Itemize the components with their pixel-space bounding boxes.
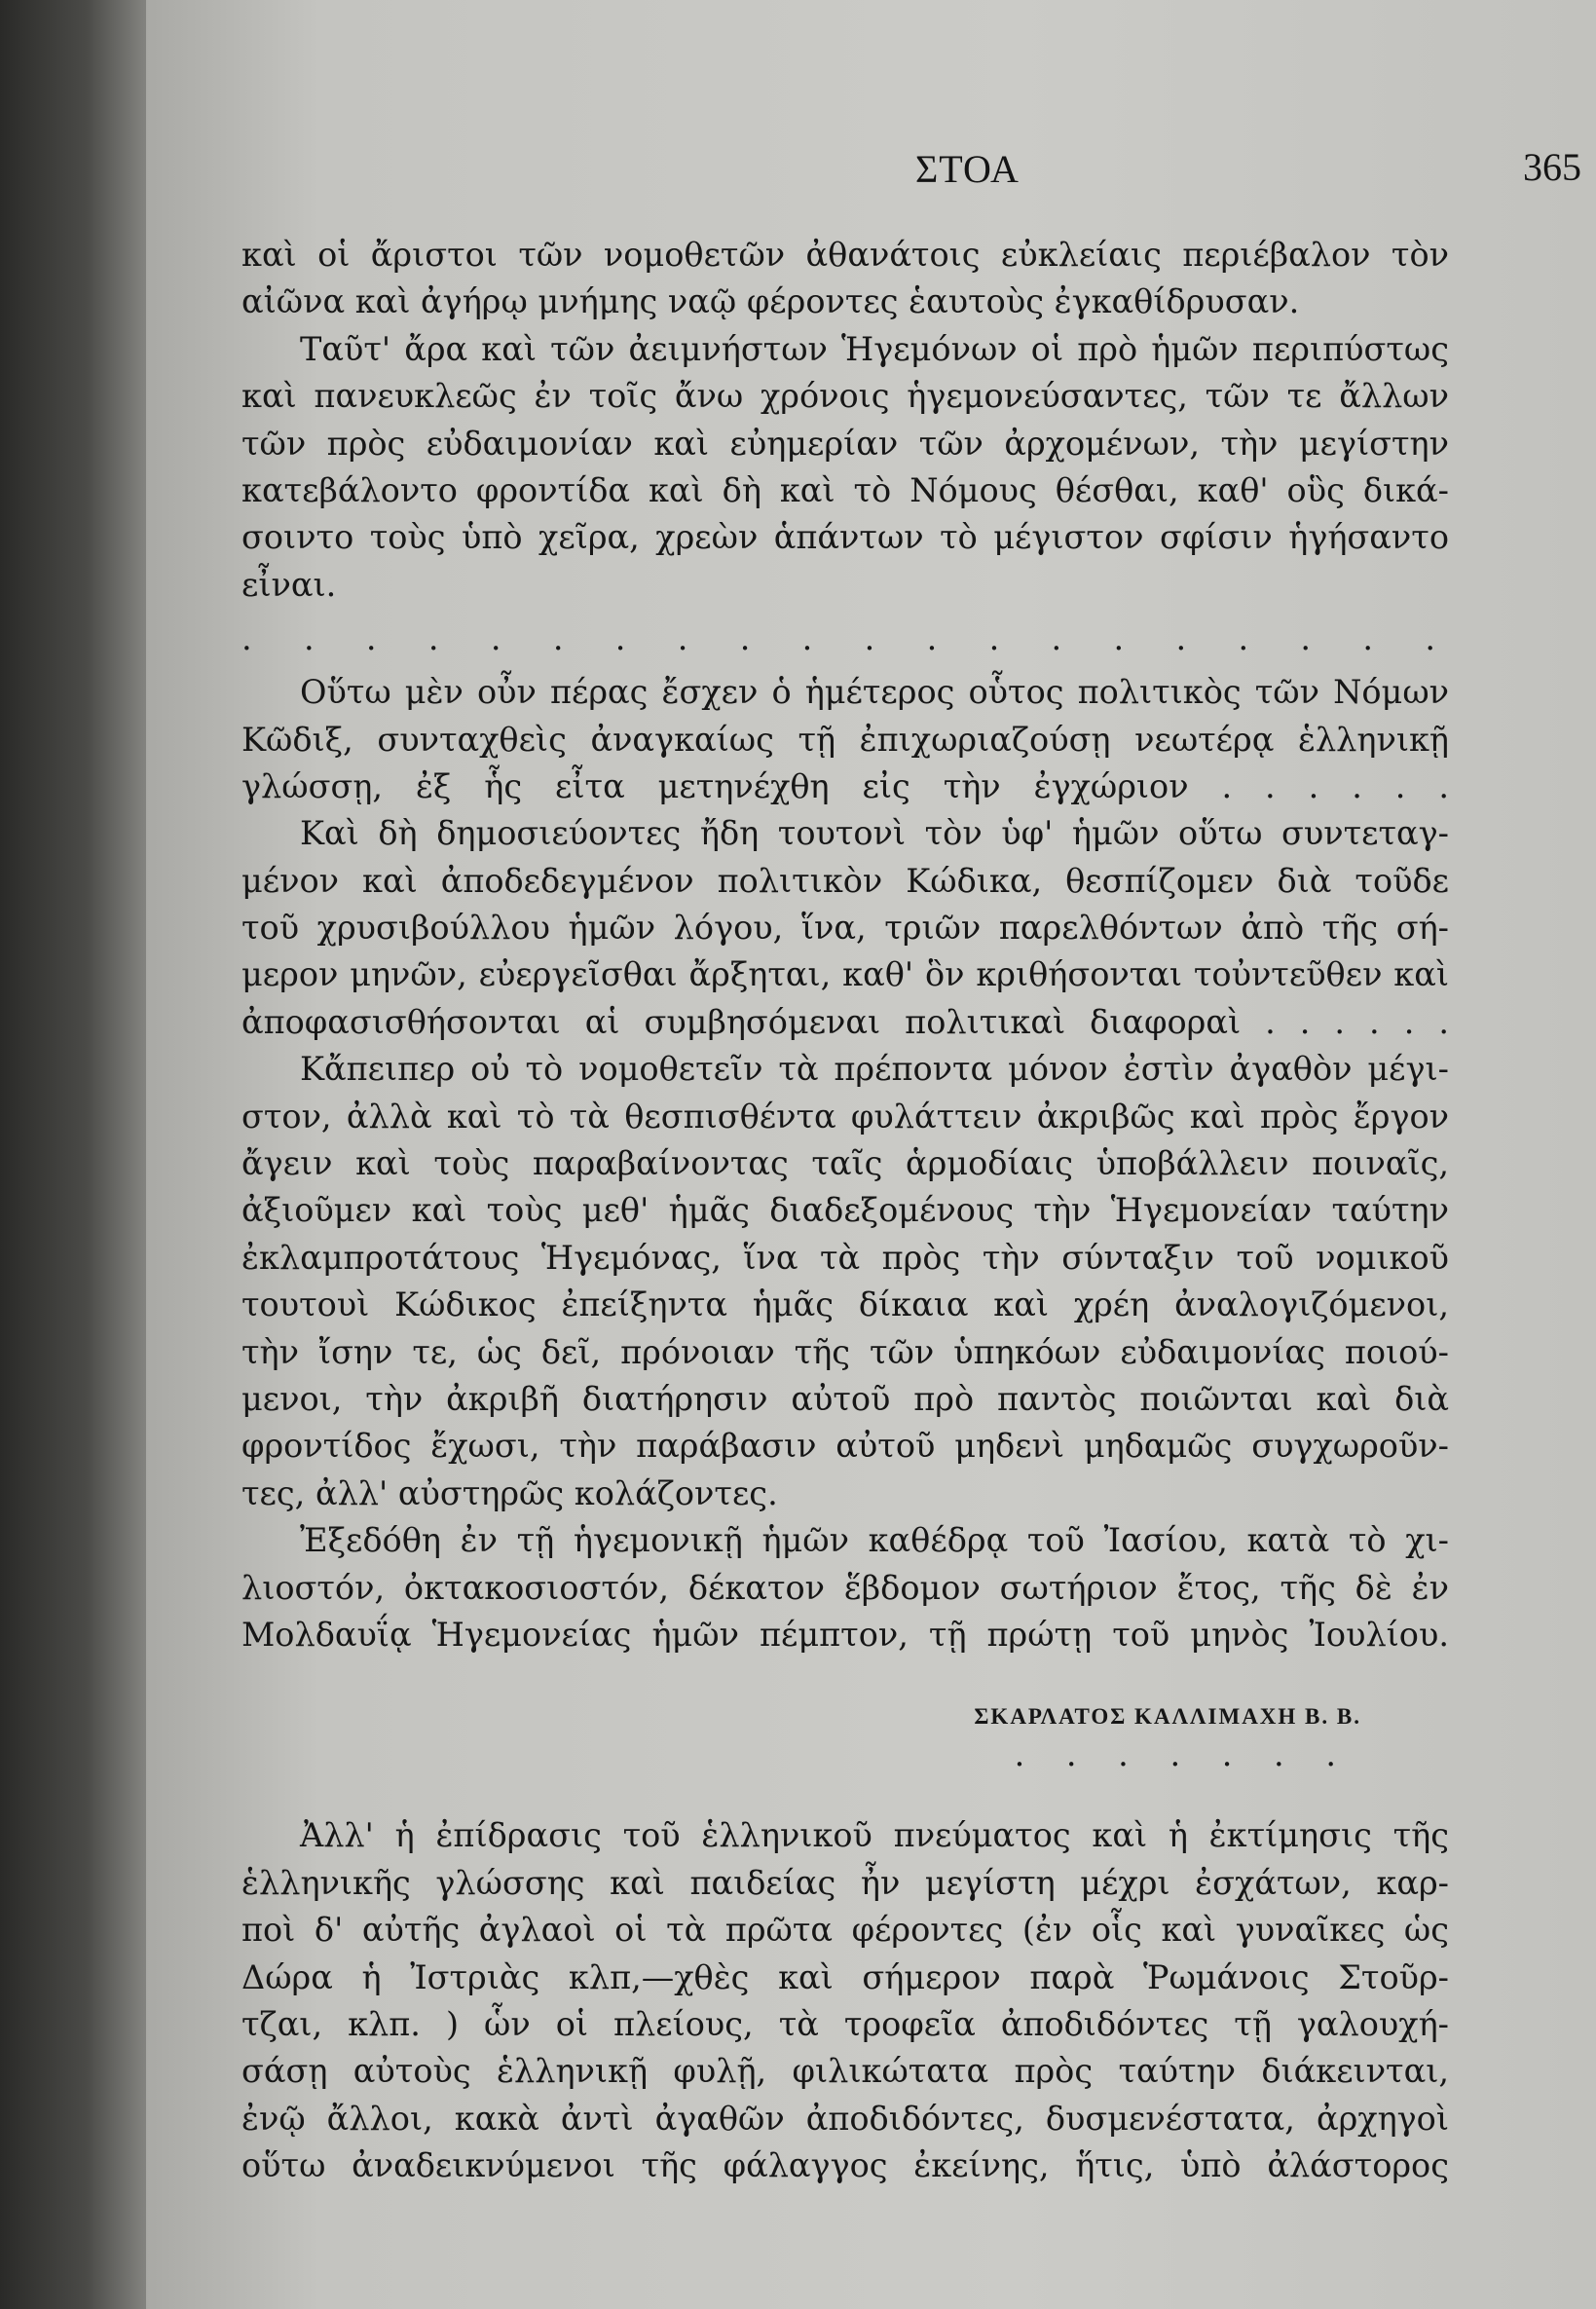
page-number: 365 bbox=[1523, 145, 1581, 189]
text-line: φροντίδος ἔχωσι, τὴν παράβασιν αὐτοῦ μηδενὶ μηδαμῶς συγχωροῦν- bbox=[241, 1427, 1449, 1466]
text-line: κατεβάλοντο φροντίδα καὶ δὴ καὶ τὸ Νόμους θέσθαι, καθ' οὓς δικά- bbox=[241, 470, 1449, 509]
text-line: τὴν ἴσην τε, ὡς δεῖ, πρόνοιαν τῆς τῶν ὑπηκόων εὐδαιμονίας ποιού- bbox=[241, 1332, 1449, 1371]
text-line: Ἀλλ' ἡ ἐπίδρασις τοῦ ἑλληνικοῦ πνεύματος καὶ ἡ ἐκτίμησις τῆς bbox=[300, 1816, 1449, 1855]
text-line: Οὕτω μὲν οὖν πέρας ἔσχεν ὁ ἡμέτερος οὗτος πολιτικὸς τῶν Νόμων bbox=[300, 673, 1449, 712]
paragraph-5 bbox=[241, 1046, 1449, 1517]
text-line: τουτουὶ Κώδικος ἐπείξηντα ἡμᾶς δίκαια καὶ χρέη ἀναλογιζόμενοι, bbox=[241, 1285, 1449, 1324]
paragraph-2 bbox=[241, 326, 1449, 609]
text-line: οὕτω ἀναδεικνύμενοι τῆς φάλαγγος ἐκείνης, ἥτις, ὑπὸ ἀλάστορος bbox=[241, 2146, 1449, 2185]
text-line: ἑλληνικῆς γλώσσης καὶ παιδείας ἦν μεγίστη μέχρι ἐσχάτων, καρ- bbox=[241, 1863, 1449, 1902]
text-line: Κῶδιξ, συνταχθεὶς ἀναγκαίως τῇ ἐπιχωριαζούσῃ νεωτέρᾳ ἑλληνικῇ bbox=[241, 720, 1449, 759]
book-gutter-shadow bbox=[0, 0, 156, 2309]
text-line: στον, ἀλλὰ καὶ τὸ τὰ θεσπισθέντα φυλάττειν ἀκριβῶς καὶ πρὸς ἔργον bbox=[241, 1097, 1449, 1136]
text-line: τῶν πρὸς εὐδαιμονίαν καὶ εὐημερίαν τῶν ἀρχομένων, τὴν μεγίστην bbox=[241, 424, 1449, 463]
page-body bbox=[241, 232, 1449, 2189]
text-line: ἐνῷ ἄλλοι, κακὰ ἀντὶ ἀγαθῶν ἀποδιδόντες, δυσμενέστατα, ἀρχηγοὶ bbox=[241, 2099, 1449, 2138]
text-line: ἀποφασισθήσονται αἱ συμβησόμεναι πολιτικαὶ διαφοραὶ . . . . . . bbox=[241, 1002, 1449, 1041]
text-line: τες, ἀλλ' αὐστηρῶς κολάζοντες. bbox=[241, 1473, 778, 1512]
text-line: τζαι, κλπ. ) ὧν οἱ πλείους, τὰ τροφεῖα ἀποδιδόντες τῇ γαλουχή- bbox=[241, 2004, 1449, 2043]
paragraph-3 bbox=[241, 669, 1449, 810]
text-line: Καὶ δὴ δημοσιεύοντες ἤδη τουτονὶ τὸν ὑφ' ἡμῶν οὕτω συντεταγ- bbox=[300, 814, 1449, 853]
text-line: μερον μηνῶν, εὐεργεῖσθαι ἄρξηται, καθ' ὃν κριθήσονται τοὐντεῦθεν καὶ bbox=[241, 955, 1449, 994]
paragraph-7 bbox=[241, 1812, 1449, 2189]
text-line: ἀξιοῦμεν καὶ τοὺς μεθ' ἡμᾶς διαδεξομένους τὴν Ἡγεμονείαν ταύτην bbox=[241, 1191, 1449, 1230]
signature: ΣΚΑΡΛΑΤΟΣ ΚΑΛΛΙΜΑΧΗ Β. Β. bbox=[974, 1704, 1361, 1730]
running-head: ΣΤΟΑ bbox=[915, 147, 1020, 191]
text-line: Δώρα ἡ Ἰστριὰς κλπ,—χθὲς καὶ σήμερον παρὰ Ῥωμάνοις Στοῦρ- bbox=[241, 1957, 1449, 1996]
text-line: μένον καὶ ἀποδεδεγμένον πολιτικὸν Κώδικα, θεσπίζομεν διὰ τοῦδε bbox=[241, 861, 1449, 900]
text-line: ἐκλαμπροτάτους Ἡγεμόνας, ἵνα τὰ πρὸς τὴν σύνταξιν τοῦ νομικοῦ bbox=[241, 1238, 1449, 1277]
text-line: λιοστόν, ὀκτακοσιοστόν, δέκατον ἕβδομον σωτήριον ἔτος, τῆς δὲ ἐν bbox=[241, 1568, 1449, 1607]
paragraph-4 bbox=[241, 810, 1449, 1046]
text-line: ἄγειν καὶ τοὺς παραβαίνοντας ταῖς ἁρμοδίαις ὑποβάλλειν ποιναῖς, bbox=[241, 1144, 1449, 1183]
text-line: Μολδαυΐᾳ Ἡγεμονείας ἡμῶν πέμπτον, τῇ πρώτῃ τοῦ μηνὸς Ἰουλίου. bbox=[241, 1615, 1449, 1654]
text-line: Ἐξεδόθη ἐν τῇ ἡγεμονικῇ ἡμῶν καθέδρᾳ τοῦ Ἰασίου, κατὰ τὸ χι- bbox=[300, 1521, 1449, 1560]
text-line: τοῦ χρυσιβούλλου ἡμῶν λόγου, ἵνα, τριῶν παρελθόντων ἀπὸ τῆς σή- bbox=[241, 909, 1449, 948]
text-line: Κἄπειπερ οὐ τὸ νομοθετεῖν τὰ πρέποντα μόνον ἐστὶν ἀγαθὸν μέγι- bbox=[300, 1050, 1449, 1089]
text-line: γλώσσῃ, ἐξ ἧς εἶτα μετηνέχθη εἰς τὴν ἐγχώριον . . . . . . bbox=[241, 766, 1449, 805]
text-line: Ταῦτ' ἄρα καὶ τῶν ἀειμνήστων Ἡγεμόνων οἱ πρὸ ἡμῶν περιπύστως bbox=[300, 329, 1449, 368]
text-line: σοιντο τοὺς ὑπὸ χεῖρα, χρεὼν ἁπάντων τὸ μέγιστον σφίσιν ἡγήσαντο bbox=[241, 518, 1449, 557]
ellipsis-row: . . . . . . . . . . . . . . . . . . . . bbox=[241, 619, 1449, 658]
text-line: καὶ πανευκλεῶς ἐν τοῖς ἄνω χρόνοις ἡγεμονεύσαντες, τῶν τε ἄλλων bbox=[241, 377, 1449, 416]
text-line: ποὶ δ' αὐτῆς ἀγλαοὶ οἱ τὰ πρῶτα φέροντες (ἐν οἷς καὶ γυναῖκες ὡς bbox=[241, 1911, 1449, 1950]
text-line: μενοι, τὴν ἀκριβῆ διατήρησιν αὐτοῦ πρὸ παντὸς ποιῶνται καὶ διὰ bbox=[241, 1379, 1449, 1418]
paragraph-1 bbox=[241, 232, 1449, 326]
text-line: αἰῶνα καὶ ἀγήρῳ μνήμης ναῷ φέροντες ἑαυτοὺς ἐγκαθίδρυσαν. bbox=[241, 282, 1300, 321]
text-line: εἶναι. bbox=[241, 565, 337, 604]
signature-dots: . . . . . . . bbox=[1014, 1735, 1352, 1774]
text-line: καὶ οἱ ἄριστοι τῶν νομοθετῶν ἀθανάτοις εὐκλείαις περιέβαλον τὸν bbox=[241, 236, 1449, 274]
text-line: σάσῃ αὐτοὺς ἑλληνικῇ φυλῇ, φιλικώτατα πρὸς ταύτην διάκεινται, bbox=[241, 2052, 1449, 2091]
paragraph-6 bbox=[241, 1517, 1449, 1658]
